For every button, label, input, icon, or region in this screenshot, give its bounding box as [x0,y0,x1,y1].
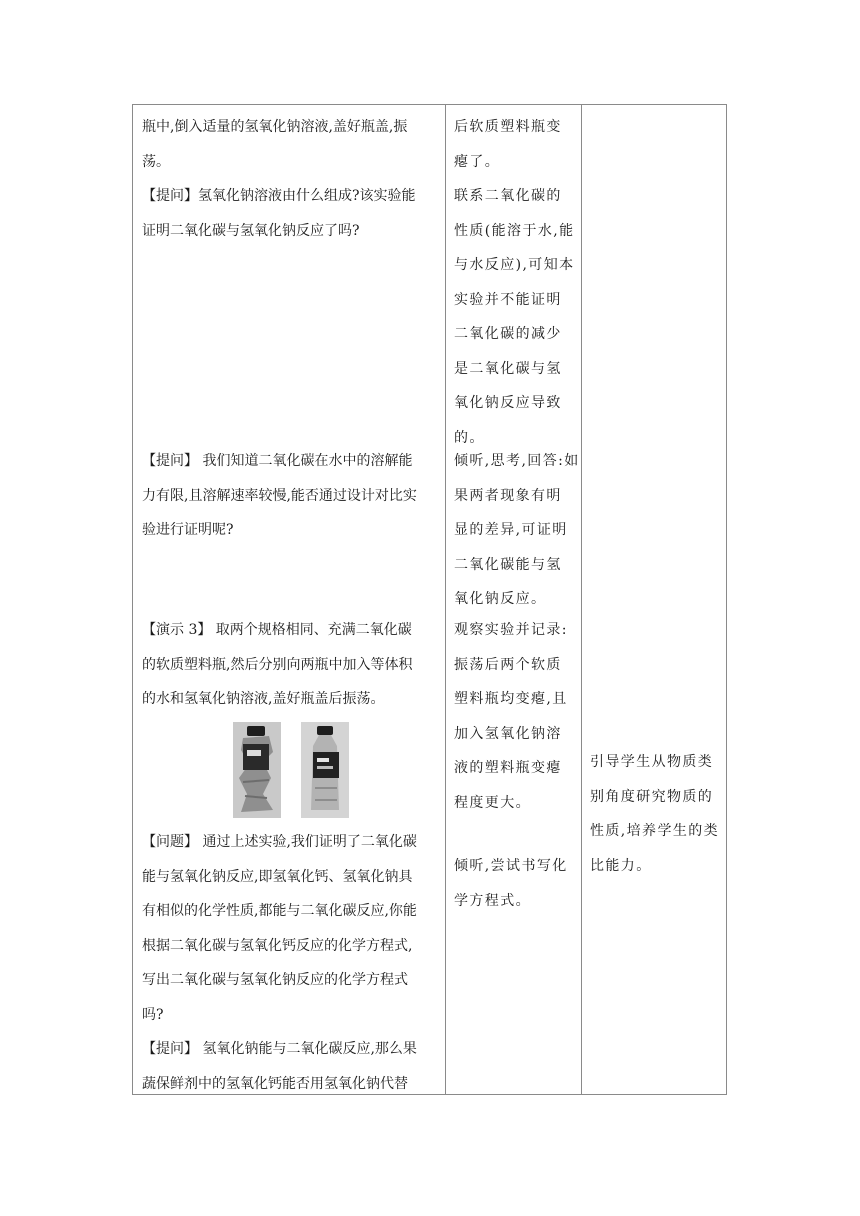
text-line: 观察实验并记录: [454,622,568,638]
text-line: 能与氢氧化钠反应,即氢氧化钙、氢氧化钠具 [142,868,413,885]
text-line: 性质,培养学生的类 [590,823,720,839]
text-line: 证明二氧化碳与氢氧化钠反应了吗? [142,222,360,239]
text-line: 写出二氧化碳与氢氧化钠反应的化学方程式 [142,972,408,988]
text-line: 液的塑料瓶变瘪 [454,760,562,776]
text-line: 比能力。 [590,857,652,874]
text-line: 有相似的化学性质,都能与二氧化碳反应,你能 [142,903,417,919]
text-line: 实验并不能证明 [454,291,562,308]
student-text-block-4 [454,849,578,918]
text-line: 与水反应),可知本 [454,257,575,273]
text-line: 根据二氧化碳与氢氧化钙反应的化学方程式, [142,937,413,954]
dented-bottle-photo [301,722,349,818]
text-line: 性质(能溶于水,能 [454,222,575,239]
teacher-text-block-1 [142,110,442,248]
column-divider [581,105,582,1094]
text-line: 的。 [454,429,485,446]
teacher-text-block-3 [142,613,442,717]
text-line: 振荡后两个软质 [454,656,562,673]
text-line: 吗? [142,1006,164,1023]
teacher-text-block-4 [142,825,442,1101]
text-line: 荡。 [142,153,170,170]
text-line: 塑料瓶均变瘪,且 [454,691,568,707]
text-line: 【提问】 我们知道二氧化碳在水中的溶解能 [142,453,413,469]
text-line: 程度更大。 [454,794,531,811]
text-line: 联系二氧化碳的 [454,188,562,204]
text-line: 倾听,尝试书写化 [454,858,568,874]
text-line: 二氧化碳的减少 [454,326,562,342]
text-line: 氧化钠反应。 [454,591,547,607]
text-line: 显的差异,可证明 [454,522,568,538]
text-line: 瘪了。 [454,153,501,170]
student-text-block-3 [454,613,578,820]
text-line: 别角度研究物质的 [590,788,714,805]
text-line: 瓶中,倒入适量的氢氧化钠溶液,盖好瓶盖,振 [142,119,408,135]
student-text-block-2 [454,444,578,617]
text-line: 的软质塑料瓶,然后分别向两瓶中加入等体积 [142,656,413,673]
text-line: 引导学生从物质类 [590,754,714,770]
text-line: 【提问】 氢氧化钠能与二氧化碳反应,那么果 [142,1041,417,1057]
text-line: 验进行证明呢? [142,522,234,538]
text-line: 后软质塑料瓶变 [454,119,562,135]
text-line: 力有限,且溶解速率较慢,能否通过设计对比实 [142,487,417,504]
text-line: 氧化钠反应导致 [454,395,562,411]
student-text-block-1 [454,110,578,455]
experiment-photo [233,722,353,818]
text-line: 果两者现象有明 [454,487,562,504]
text-line: 学方程式。 [454,892,531,909]
text-line: 蔬保鲜剂中的氢氧化钙能否用氢氧化钠代替 [142,1075,408,1092]
text-line: 【提问】氢氧化钠溶液由什么组成?该实验能 [142,188,416,204]
lesson-table [132,104,727,1095]
intent-text-block [590,745,722,883]
text-line: 倾听,思考,回答:如 [454,453,580,469]
text-line: 【问题】 通过上述实验,我们证明了二氧化碳 [142,834,417,850]
text-line: 加入氢氧化钠溶 [454,725,562,742]
text-line: 是二氧化碳与氢 [454,360,562,377]
crushed-bottle-photo [233,722,281,818]
teacher-text-block-2 [142,444,442,548]
column-divider [445,105,446,1094]
text-line: 的水和氢氧化钠溶液,盖好瓶盖后振荡。 [142,691,385,707]
text-line: 【演示 3】 取两个规格相同、充满二氧化碳 [142,622,412,638]
text-line: 二氧化碳能与氢 [454,556,562,573]
